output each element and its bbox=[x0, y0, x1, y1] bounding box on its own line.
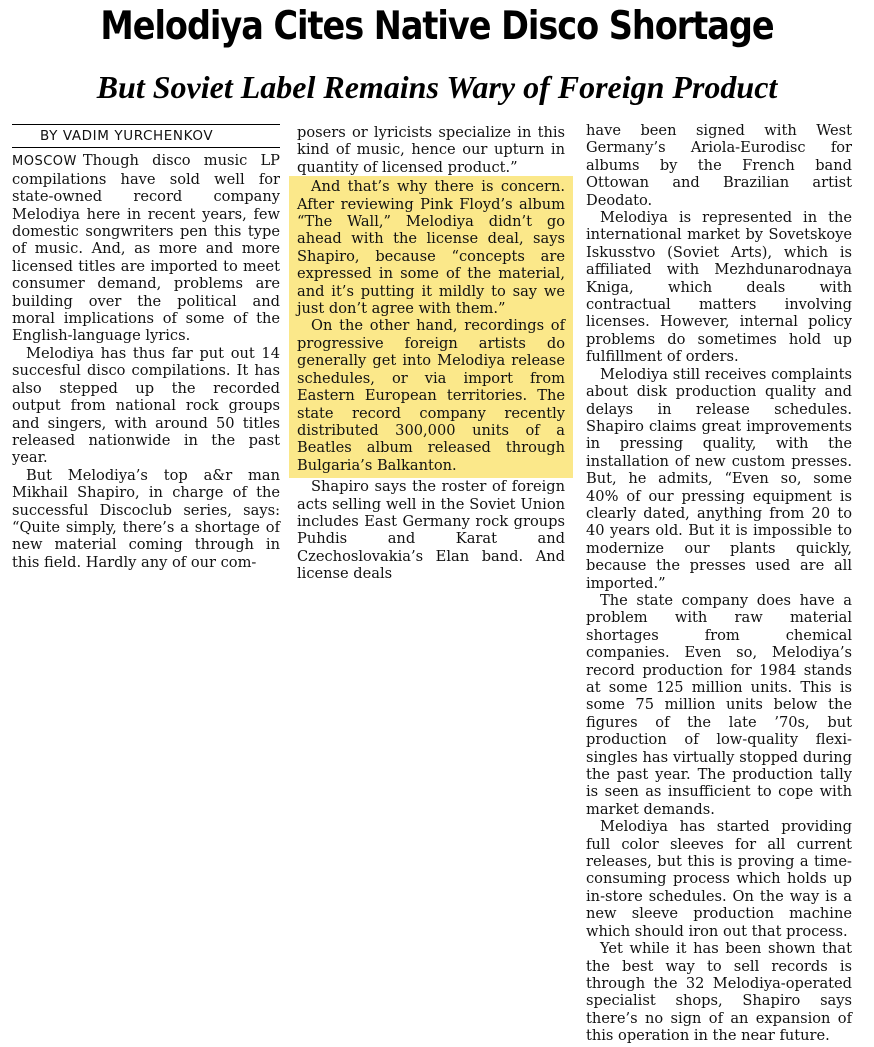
dateline: MOSCOW bbox=[12, 154, 77, 170]
paragraph-roster: Shapiro says the roster of foreign acts selling well in the Soviet Union includes East Germany rock groups Puhdis and Karat and Czechoslovakia’s Elan band. And license deals bbox=[297, 478, 565, 583]
article-column-2 bbox=[297, 124, 565, 583]
article-column-3 bbox=[586, 122, 852, 1045]
headline: Melodiya Cites Native Disco Shortage bbox=[100, 4, 774, 49]
paragraph-3: But Melodiya’s top a&r man Mikhail Shapiro, in charge of the successful Discoclub series, says: “Quite simply, there’s a shortage of new material coming through in this field. Hardly any of our com- bbox=[12, 466, 280, 571]
article-column-1 bbox=[12, 124, 280, 571]
paragraph-1-text: Though disco music LP compilations have sold well for state-owned record company Melodiya here in recent years, few domestic songwriters pen this type of music. And, as more and more licensed titles are imported to meet consumer demand, problems are building over the political and moral implications of some of the English-language lyrics. bbox=[12, 152, 280, 345]
paragraph-2: Melodiya has thus far put out 14 succesful disco compilations. It has also stepped up the recorded output from national rock groups and singers, with around 50 titles released nationwide in the past year. bbox=[12, 344, 280, 467]
paragraph-shops: Yet while it has been shown that the best way to sell records is through the 32 Melodiya-operated specialist shops, Shapiro says there’s no sign of an expansion of this operation in the near future. bbox=[586, 940, 852, 1045]
paragraph-license-deals: have been signed with West Germany’s Ariola-Eurodisc for albums by the French band Ottowan and Brazilian artist Deodato. bbox=[586, 122, 852, 209]
paragraph-representation: Melodiya is represented in the international market by Sovetskoye Iskusstvo (Soviet Arts), which is affiliated with Mezhdunarodnaya Kniga, which deals with contractual matters involving licenses. However, internal policy problems do sometimes hold up fulfillment of orders. bbox=[586, 209, 852, 366]
paragraph-sleeves: Melodiya has started providing full color sleeves for all current releases, but this is proving a time-consuming process which holds up in-store schedules. On the way is a new sleeve production machine which should iron out that process. bbox=[586, 818, 852, 940]
paragraph-pink-floyd: And that’s why there is concern. After reviewing Pink Floyd’s album “The Wall,” Melodiya didn’t go ahead with the license deal, says Shapiro, because “concepts are expressed in some of the material, and it’s putting it mildly to say we just don’t agree with them.” bbox=[297, 178, 565, 318]
paragraph-foreign-artists: On the other hand, recordings of progressive foreign artists do generally get into Melodiya release schedules, or via import from Eastern European territories. The state record company recently distributed 300,000 units of a Beatles album released through Bulgaria’s Balkanton. bbox=[297, 317, 565, 474]
subhead: But Soviet Label Remains Wary of Foreign Product bbox=[96, 69, 778, 105]
paragraph-raw-material: The state company does have a problem with raw material shortages from chemical companies. Even so, Melodiya’s record production for 1984 stands at some 125 million units. This is some 75 million units below the figures of the late ’70s, but production of low-quality flexi-singles has virtually stopped during the past year. The production tally is seen as insufficient to cope with market demands. bbox=[586, 591, 852, 818]
paragraph-continued: posers or lyricists specialize in this kind of music, hence our upturn in quantity of licensed product.” bbox=[297, 124, 565, 176]
highlighted-passage bbox=[289, 176, 573, 478]
byline: BY VADIM YURCHENKOV bbox=[12, 124, 280, 148]
paragraph-1 bbox=[12, 152, 280, 344]
paragraph-quality: Melodiya still receives complaints about disk production quality and delays in release schedules. Shapiro claims great improvements in pressing quality, with the installation of new custom presses. But, he admits, “Even so, some 40% of our pressing equipment is clearly dated, anything from 20 to 40 years old. But it is impossible to modernize our plants quickly, because the presses used are all imported.” bbox=[586, 365, 852, 592]
